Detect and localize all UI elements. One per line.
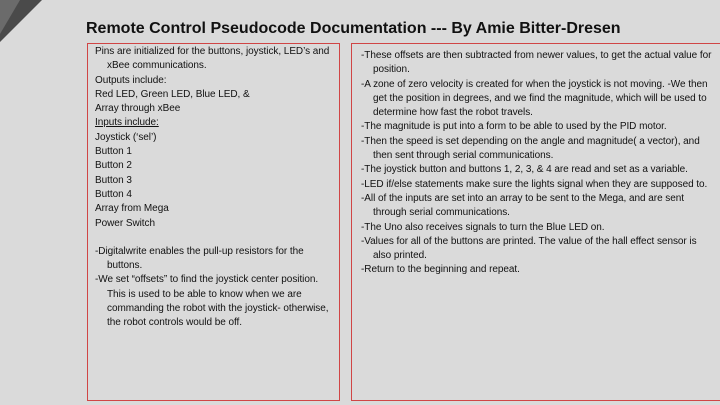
note-item: -The magnitude is put into a form to be able to used by the PID motor.: [361, 121, 667, 133]
output-item: Array through xBee: [95, 103, 181, 115]
note-item: -The joystick button and buttons 1, 2, 3, & 4 are read and set as a variable.: [361, 164, 688, 176]
corner-decoration-inner: [0, 0, 20, 34]
note-item: -All of the inputs are set into an array to be sent to the Mega, and are sent through serial communications.: [361, 192, 685, 219]
note-item: -Then the speed is set depending on the angle and magnitude( a vector), and then sent through serial communications.: [361, 135, 700, 162]
note-item: -We set “offsets” to find the joystick center position. This is used to be able to know when we are commanding the robot with the joystick- otherwise, the robot controls would be off.: [95, 274, 329, 329]
slide-title: Remote Control Pseudocode Documentation --- By Amie Bitter-Dresen: [86, 20, 621, 37]
input-item: Button 3: [95, 174, 132, 186]
right-text-box[interactable]: [351, 43, 720, 401]
input-item: Button 1: [95, 146, 132, 158]
note-item: -LED if/else statements make sure the lights signal when they are supposed to.: [361, 178, 708, 190]
left-text-box[interactable]: [87, 43, 340, 401]
note-item: -Return to the beginning and repeat.: [361, 264, 520, 276]
note-item: -Values for all of the buttons are printed. The value of the hall effect sensor is also printed.: [361, 235, 697, 262]
note-item: -Digitalwrite enables the pull-up resistors for the buttons.: [95, 245, 304, 272]
intro-text: Pins are initialized for the buttons, joystick, LED’s and xBee communications.: [95, 46, 330, 72]
inputs-heading: Inputs include:: [95, 117, 159, 129]
right-content: [361, 49, 716, 278]
outputs-heading: Outputs include:: [95, 74, 167, 86]
note-item: -The Uno also receives signals to turn the Blue LED on.: [361, 221, 605, 233]
note-item: -These offsets are then subtracted from newer values, to get the actual value for position.: [361, 50, 712, 76]
note-item: -A zone of zero velocity is created for when the joystick is not moving. -We then get the position in degrees, and we find the magnitude, which will be used to determine how fast the robot travels.: [361, 78, 708, 119]
input-item: Array from Mega: [95, 203, 169, 215]
input-item: Button 2: [95, 160, 132, 172]
input-item: Joystick (‘sel’): [95, 131, 157, 143]
input-item: Button 4: [95, 188, 132, 200]
output-item: Red LED, Green LED, Blue LED, &: [95, 88, 250, 100]
input-item: Power Switch: [95, 217, 155, 229]
left-content: [95, 45, 333, 331]
